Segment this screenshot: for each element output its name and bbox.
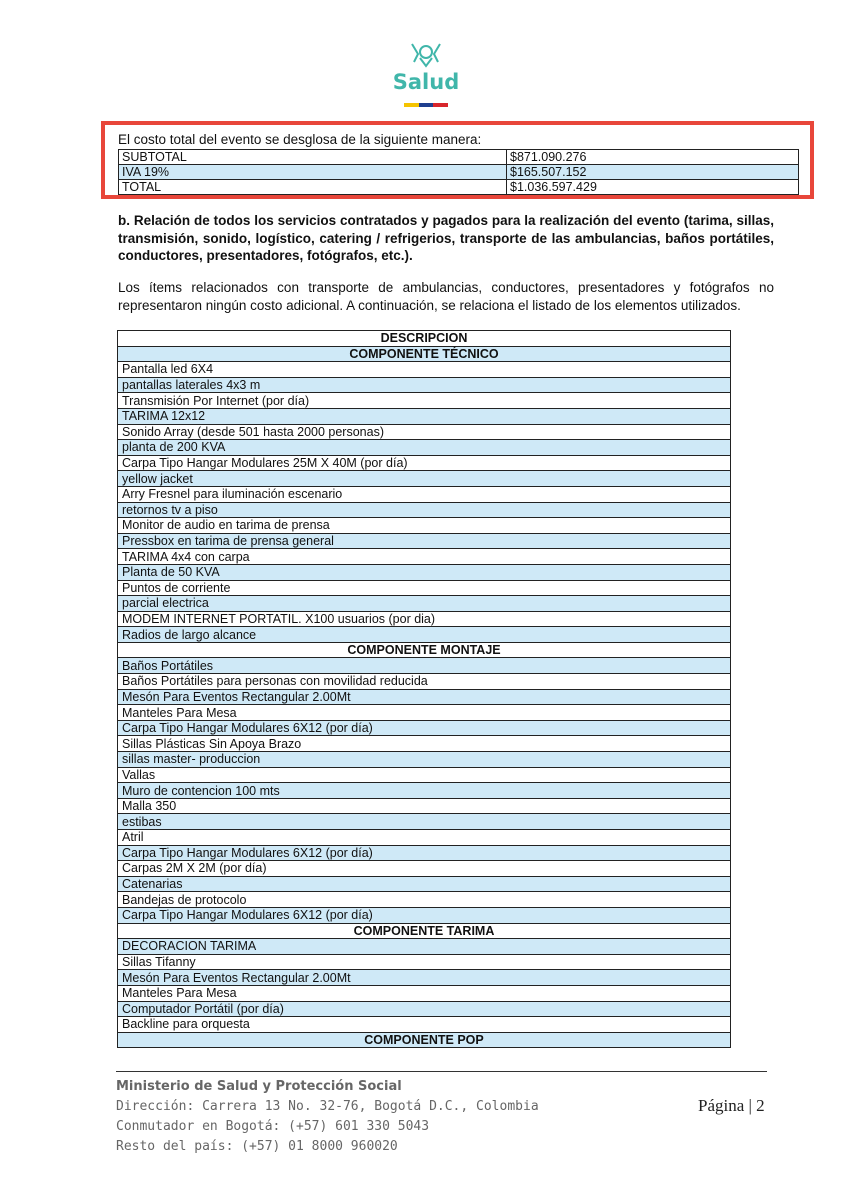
item-description: Carpa Tipo Hangar Modulares 6X12 (por día) bbox=[118, 907, 731, 923]
table-row bbox=[118, 362, 731, 378]
item-description: Sonido Array (desde 501 hasta 2000 personas) bbox=[118, 424, 731, 440]
table-row bbox=[118, 1017, 731, 1033]
cost-intro-text: El costo total del evento se desglosa de la siguiente manera: bbox=[118, 132, 482, 147]
item-description: Radios de largo alcance bbox=[118, 627, 731, 643]
table-section-row bbox=[118, 923, 731, 939]
table-section-row bbox=[118, 346, 731, 362]
item-description: Pressbox en tarima de prensa general bbox=[118, 533, 731, 549]
table-row bbox=[118, 939, 731, 955]
item-description: Carpa Tipo Hangar Modulares 25M X 40M (por día) bbox=[118, 455, 731, 471]
footer bbox=[116, 1077, 539, 1157]
table-row bbox=[118, 471, 731, 487]
table-row bbox=[118, 736, 731, 752]
table-row bbox=[118, 424, 731, 440]
item-description: Muro de contencion 100 mts bbox=[118, 783, 731, 799]
cost-label: IVA 19% bbox=[119, 165, 507, 180]
page-number: Página | 2 bbox=[698, 1096, 765, 1115]
table-row bbox=[118, 830, 731, 846]
footer-address: Dirección: Carrera 13 No. 32-76, Bogotá D.C., Colombia bbox=[116, 1099, 539, 1114]
cost-label: SUBTOTAL bbox=[119, 150, 507, 165]
section-b-paragraph: Los ítems relacionados con transporte de ambulancias, conductores, presentadores y fotógrafos no representaron ningún costo adicional. A continuación, se relaciona el listado de los elementos utilizados. bbox=[118, 280, 774, 313]
item-description: yellow jacket bbox=[118, 471, 731, 487]
table-row bbox=[118, 564, 731, 580]
footer-phone-bogota: Conmutador en Bogotá: (+57) 601 330 5043 bbox=[116, 1119, 430, 1134]
item-description: Manteles Para Mesa bbox=[118, 985, 731, 1001]
table-row bbox=[118, 377, 731, 393]
table-row bbox=[118, 486, 731, 502]
table-row bbox=[118, 658, 731, 674]
table-row bbox=[118, 861, 731, 877]
item-description: Carpa Tipo Hangar Modulares 6X12 (por día) bbox=[118, 845, 731, 861]
item-description: retornos tv a piso bbox=[118, 502, 731, 518]
table-row bbox=[118, 455, 731, 471]
table-row bbox=[118, 689, 731, 705]
item-description: Manteles Para Mesa bbox=[118, 705, 731, 721]
table-row bbox=[118, 705, 731, 721]
table-row bbox=[118, 518, 731, 534]
item-description: Vallas bbox=[118, 767, 731, 783]
item-description: Backline para orquesta bbox=[118, 1017, 731, 1033]
table-row bbox=[118, 408, 731, 424]
item-description: Baños Portátiles para personas con movilidad reducida bbox=[118, 674, 731, 690]
table-row bbox=[118, 440, 731, 456]
cost-value: $871.090.276 bbox=[507, 150, 799, 165]
table-header: DESCRIPCION bbox=[118, 331, 731, 347]
table-row bbox=[118, 1001, 731, 1017]
table-row bbox=[118, 720, 731, 736]
item-description: Mesón Para Eventos Rectangular 2.00Mt bbox=[118, 970, 731, 986]
table-row bbox=[118, 393, 731, 409]
table-row bbox=[118, 674, 731, 690]
item-description: Malla 350 bbox=[118, 798, 731, 814]
item-description: Sillas Plásticas Sin Apoya Brazo bbox=[118, 736, 731, 752]
cost-value: $1.036.597.429 bbox=[507, 180, 799, 195]
item-description: planta de 200 KVA bbox=[118, 440, 731, 456]
item-description: Sillas Tifanny bbox=[118, 954, 731, 970]
table-row bbox=[118, 985, 731, 1001]
table-row bbox=[118, 596, 731, 612]
table-row bbox=[118, 767, 731, 783]
item-description: pantallas laterales 4x3 m bbox=[118, 377, 731, 393]
item-description: TARIMA 12x12 bbox=[118, 408, 731, 424]
table-row bbox=[118, 502, 731, 518]
flag-stripe bbox=[404, 103, 448, 107]
items-table bbox=[117, 330, 731, 1048]
cost-summary-table bbox=[118, 149, 799, 195]
item-description: Computador Portátil (por día) bbox=[118, 1001, 731, 1017]
item-description: Baños Portátiles bbox=[118, 658, 731, 674]
item-description: Carpa Tipo Hangar Modulares 6X12 (por día) bbox=[118, 720, 731, 736]
table-row bbox=[118, 954, 731, 970]
table-row bbox=[118, 752, 731, 768]
table-row bbox=[118, 611, 731, 627]
table-row bbox=[118, 549, 731, 565]
table-row bbox=[118, 814, 731, 830]
item-description: Puntos de corriente bbox=[118, 580, 731, 596]
table-row bbox=[118, 627, 731, 643]
item-description: parcial electrica bbox=[118, 596, 731, 612]
section-title: COMPONENTE MONTAJE bbox=[118, 642, 731, 658]
table-row bbox=[118, 876, 731, 892]
section-title: COMPONENTE TÉCNICO bbox=[118, 346, 731, 362]
cost-row-total bbox=[119, 180, 799, 195]
table-section-row bbox=[118, 642, 731, 658]
table-row bbox=[118, 798, 731, 814]
item-description: Mesón Para Eventos Rectangular 2.00Mt bbox=[118, 689, 731, 705]
logo-wordmark: Salud bbox=[392, 70, 460, 94]
footer-divider bbox=[116, 1071, 767, 1072]
table-row bbox=[118, 533, 731, 549]
table-row bbox=[118, 845, 731, 861]
footer-org: Ministerio de Salud y Protección Social bbox=[116, 1079, 402, 1094]
item-description: estibas bbox=[118, 814, 731, 830]
cost-value: $165.507.152 bbox=[507, 165, 799, 180]
cost-row-subtotal bbox=[119, 150, 799, 165]
item-description: Carpas 2M X 2M (por día) bbox=[118, 861, 731, 877]
footer-phone-country: Resto del país: (+57) 01 8000 960020 bbox=[116, 1139, 398, 1154]
item-description: sillas master- produccion bbox=[118, 752, 731, 768]
item-description: Pantalla led 6X4 bbox=[118, 362, 731, 378]
table-header-row bbox=[118, 331, 731, 347]
section-b-heading: b. Relación de todos los servicios contratados y pagados para la realización del evento (tarima, sillas, transmisión, sonido, logístico, catering / refrigerios, transporte de las ambulancias, baños portátiles, conductores, presentadores, fotógrafos, etc.). bbox=[118, 213, 774, 263]
cost-row-iva bbox=[119, 165, 799, 180]
item-description: Atril bbox=[118, 830, 731, 846]
item-description: Monitor de audio en tarima de prensa bbox=[118, 518, 731, 534]
item-description: Arry Fresnel para iluminación escenario bbox=[118, 486, 731, 502]
item-description: TARIMA 4x4 con carpa bbox=[118, 549, 731, 565]
section-title: COMPONENTE TARIMA bbox=[118, 923, 731, 939]
table-row bbox=[118, 970, 731, 986]
table-row bbox=[118, 580, 731, 596]
item-description: Transmisión Por Internet (por día) bbox=[118, 393, 731, 409]
item-description: MODEM INTERNET PORTATIL. X100 usuarios (por dia) bbox=[118, 611, 731, 627]
table-section-row bbox=[118, 1032, 731, 1048]
item-description: DECORACION TARIMA bbox=[118, 939, 731, 955]
item-description: Bandejas de protocolo bbox=[118, 892, 731, 908]
section-title: COMPONENTE POP bbox=[118, 1032, 731, 1048]
table-row bbox=[118, 783, 731, 799]
cost-label: TOTAL bbox=[119, 180, 507, 195]
table-row bbox=[118, 907, 731, 923]
item-description: Planta de 50 KVA bbox=[118, 564, 731, 580]
table-row bbox=[118, 892, 731, 908]
item-description: Catenarias bbox=[118, 876, 731, 892]
